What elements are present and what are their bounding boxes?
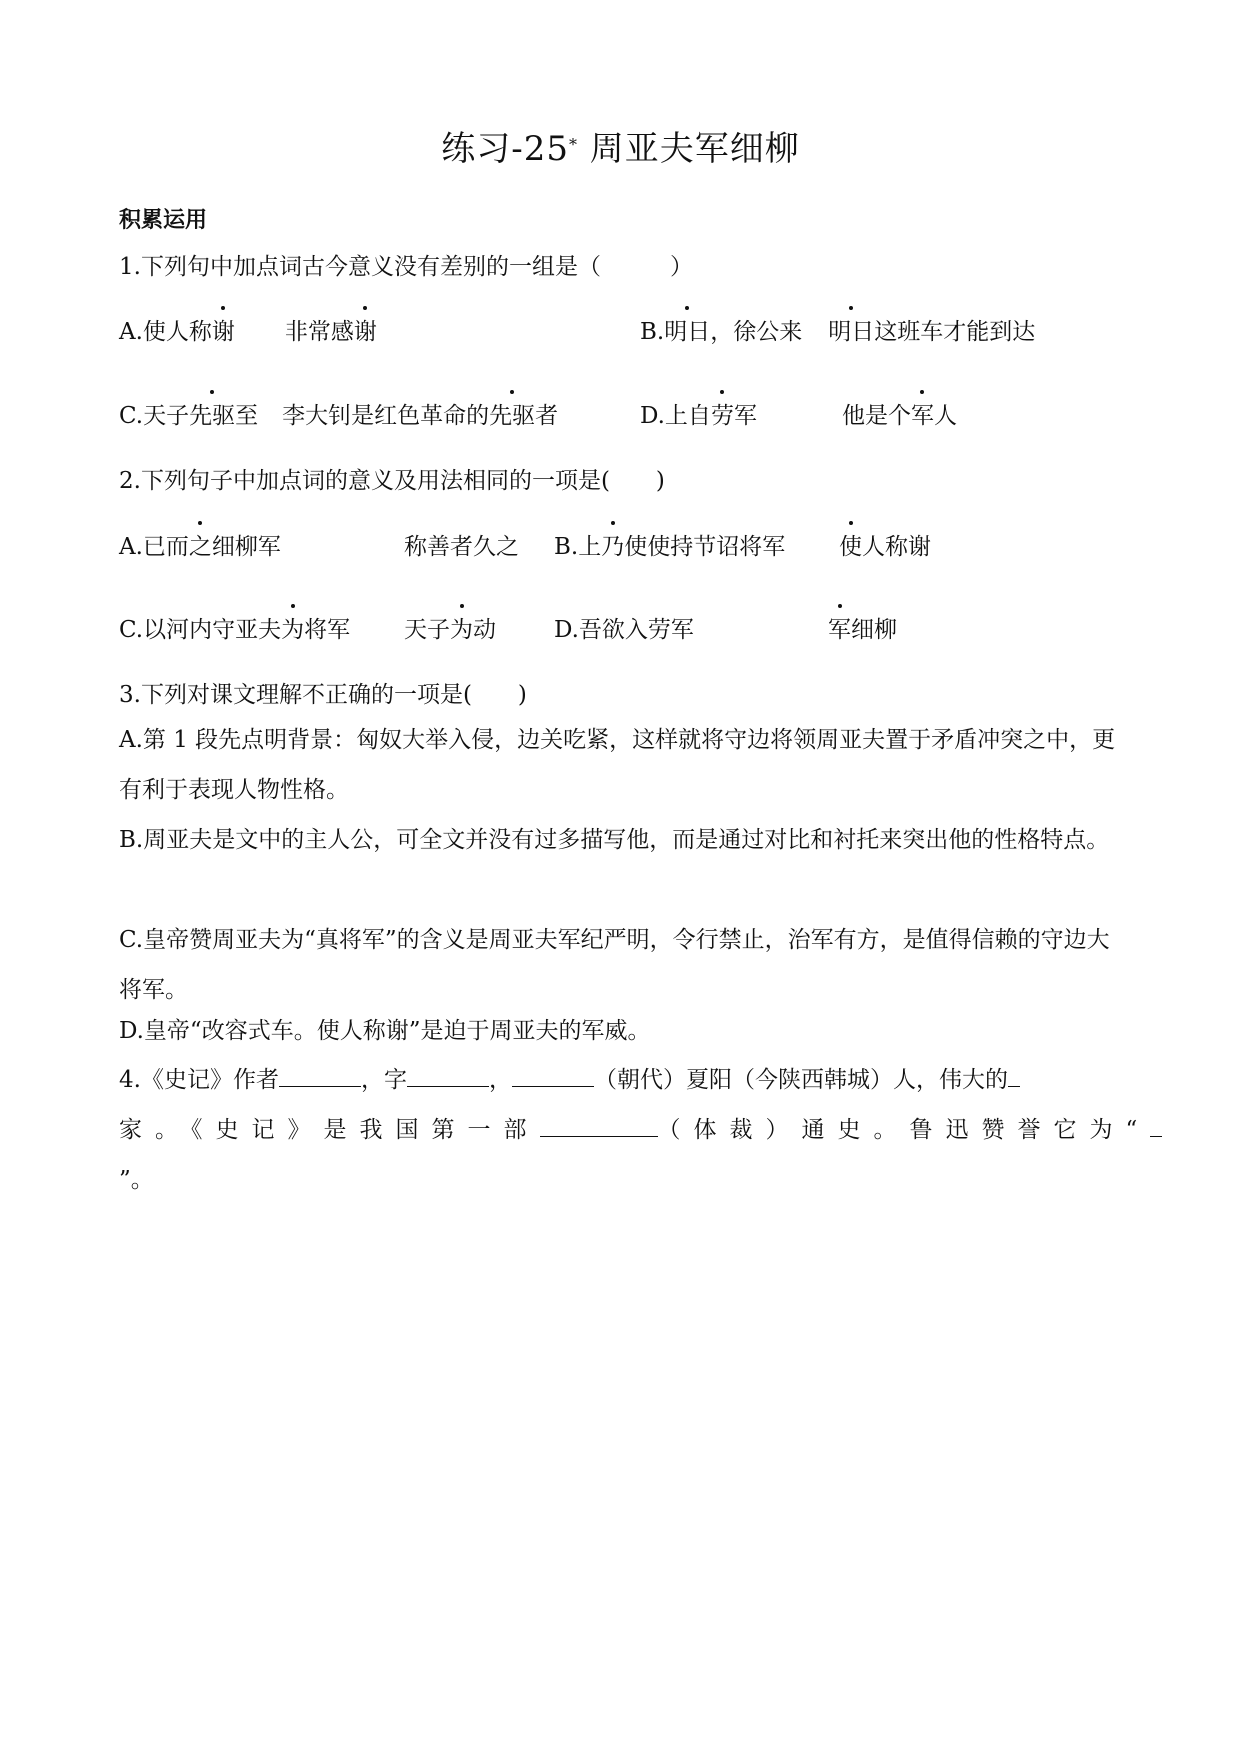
- q3-stem: 3.下列对课文理解不正确的一项是( ): [119, 682, 527, 708]
- q4-blank-author[interactable]: [279, 1062, 361, 1087]
- q2-c-dotted2: 为: [450, 613, 473, 647]
- q1-d-text3: 他是个: [841, 403, 911, 429]
- q2-b-dotted1: 乃: [601, 530, 624, 564]
- q1-c-dotted2: 先驱: [489, 399, 535, 433]
- q1-c-text4: 者: [535, 403, 559, 429]
- q1-b-text1: ，徐公来: [710, 319, 803, 345]
- q1-d-text2: 军: [733, 403, 757, 429]
- q2-d-dotted: 军: [828, 613, 851, 647]
- q2-option-a: [119, 530, 281, 564]
- q4-line-3: [119, 1155, 1129, 1205]
- q4-line-2: [119, 1105, 1151, 1155]
- q2-stem: 2.下列句子中加点词的意义及用法相同的一项是( ): [119, 468, 665, 494]
- q2-option-c: [119, 613, 350, 647]
- q1-a-text1: A.使人称: [119, 319, 212, 345]
- q4-text7: ”。: [119, 1167, 154, 1193]
- q4-blank-genre[interactable]: [540, 1112, 658, 1137]
- q2-c-text4: 动: [473, 617, 496, 643]
- q2-a-dotted1: 之: [189, 530, 212, 564]
- q2-c-text1: C.以河内守亚夫: [119, 617, 282, 643]
- q1-c-dotted1: 先驱: [189, 399, 235, 433]
- q1-b-dotted1: 明日: [664, 315, 710, 349]
- q2-c-text3: 天子: [404, 617, 450, 643]
- q4-blank-courtesy-name[interactable]: [407, 1062, 489, 1087]
- q1-d-dotted2: 军: [911, 399, 934, 433]
- q1-b-label: B.: [640, 319, 665, 345]
- q4-text6: （体裁）通史。鲁迅赞誉它为“: [657, 1117, 1151, 1143]
- q4-text4: （朝代）夏阳（今陕西韩城）人，伟大的: [593, 1067, 1008, 1093]
- q2-b-text2: 使使持节诏将军: [624, 534, 786, 560]
- q3-option-b: B.周亚夫是文中的主人公，可全文并没有过多描写他，而是通过对比和衬托来突出他的性格特点。: [119, 827, 1110, 853]
- q2-c-dotted1: 为: [281, 613, 304, 647]
- q3-option-d: D.皇帝“改容式车。使人称谢”是迫于周亚夫的军威。: [119, 1018, 651, 1044]
- q1-b-dotted2: 明日: [828, 315, 874, 349]
- q4-blank-dynasty[interactable]: [512, 1062, 594, 1087]
- q1-c-text2: 至: [235, 403, 259, 429]
- q2-option-a-compare: 称善者久之: [404, 534, 519, 560]
- q2-a-text1: A.已而: [119, 534, 189, 560]
- q2-b-text3-visible: 人称谢: [862, 534, 931, 560]
- q4-text2: ，字: [360, 1067, 407, 1093]
- q2-option-d-compare: [828, 613, 897, 647]
- title-mark: *: [568, 135, 578, 154]
- page-title: [0, 126, 1241, 172]
- q1-option-a: [119, 315, 377, 349]
- q1-b-text2: 这班车才能到达: [874, 319, 1036, 345]
- q1-a-dotted1: 谢: [212, 315, 235, 349]
- q1-a-text2: 非常感: [284, 319, 354, 345]
- q2-option-c-compare: [404, 613, 496, 647]
- q2-option-d: D.吾欲入劳军: [554, 617, 694, 643]
- q2-option-b: [554, 530, 785, 564]
- q3-option-a: A.第 1 段先点明背景：匈奴大举入侵，边关吃紧，这样就将守边将领周亚夫置于矛盾冲突之中，更有利于表现人物性格。: [119, 727, 1116, 803]
- title-main: 练习-25: [441, 129, 569, 169]
- q4-fill-in: [119, 1055, 1151, 1205]
- q1-option-c: [119, 399, 558, 433]
- q1-c-text1: C.天子: [119, 403, 190, 429]
- q4-line-1: [119, 1055, 1129, 1105]
- q4-blank-praise[interactable]: [1150, 1112, 1162, 1137]
- q3-option-c: C.皇帝赞周亚夫为“真将军”的含义是周亚夫军纪严明，令行禁止，治军有方，是值得信赖的守边大将军。: [119, 927, 1110, 1003]
- q4-text5: 家。《史记》是我国第一部: [119, 1117, 540, 1143]
- q4-blank-identity[interactable]: [1008, 1062, 1020, 1087]
- q2-c-text2: 将军: [304, 617, 351, 643]
- q2-b-text1: B.上: [554, 534, 602, 560]
- q1-d-text4: 人: [933, 403, 957, 429]
- section-heading: 积累运用: [119, 208, 208, 233]
- q1-option-d: [640, 399, 957, 433]
- q1-d-dotted1: 劳: [711, 399, 734, 433]
- q4-text1: 4.《史记》作者: [119, 1067, 279, 1093]
- q2-b-dotted2: 使: [839, 530, 862, 564]
- q2-option-b-compare: [839, 530, 931, 564]
- q1-option-b: [640, 315, 1035, 349]
- q1-stem: 1.下列句中加点词古今意义没有差别的一组是（ ）: [119, 254, 693, 280]
- q1-c-text3: 李大钊是红色革命的: [282, 403, 490, 429]
- q2-a-text2: 细柳军: [211, 534, 281, 560]
- title-rest: 周亚夫军细柳: [589, 129, 800, 169]
- q1-a-dotted2: 谢: [354, 315, 377, 349]
- q2-d-rest: 细柳: [851, 617, 897, 643]
- q1-d-text1: D.上自: [640, 403, 711, 429]
- q4-text3: ，: [488, 1067, 512, 1093]
